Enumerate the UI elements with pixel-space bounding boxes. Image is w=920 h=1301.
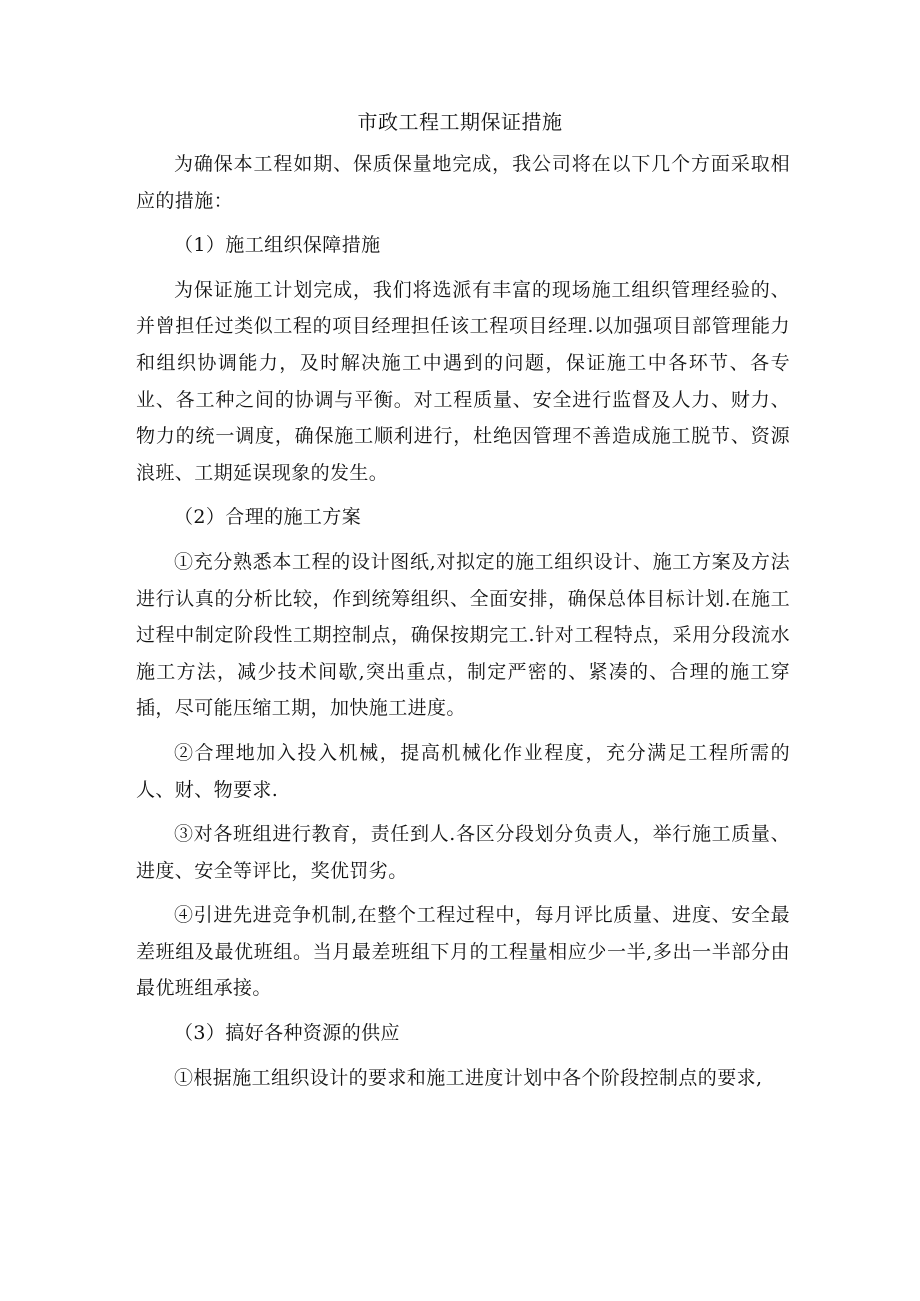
section-heading-3: （3）搞好各种资源的供应 bbox=[174, 1022, 400, 1045]
section-heading-2: （2）合理的施工方案 bbox=[174, 506, 362, 529]
section-1-paragraph: 为保证施工计划完成，我们将选派有丰富的现场施工组织管理经验的、并曾担任过类似工程的项目经理担任该工程项目经理.以加强项目部管理能力和组织协调能力，及时解决施工中遇到的问题，保证施工中各环节、各专业、各工种之间的协调与平衡。对工程质量、安全进行监督及人力、财力、物力的统一调度，确保施工顺利进行，杜绝因管理不善造成施工脱节、资源浪班、工期延误现象的发生。 bbox=[136, 278, 790, 484]
document-body bbox=[136, 146, 790, 1104]
section-2-item-3: ③对各班组进行教育，责任到人.各区分段划分负责人，举行施工质量、进度、安全等评比，奖优罚劣。 bbox=[136, 823, 790, 882]
document-title: 市政工程工期保证措施 bbox=[357, 110, 563, 134]
section-3-item-1: ①根据施工组织设计的要求和施工进度计划中各个阶段控制点的要求, bbox=[174, 1066, 763, 1089]
section-2-item-4: ④引进先进竞争机制,在整个工程过程中，每月评比质量、进度、安全最差班组及最优班组。当月最差班组下月的工程量相应少一半,多出一半部分由最优班组承接。 bbox=[136, 904, 790, 1000]
section-2-item-1: ①充分熟悉本工程的设计图纸,对拟定的施工组织设计、施工方案及方法进行认真的分析比较，作到统筹组织、全面安排，确保总体目标计划.在施工过程中制定阶段性工期控制点，确保按期完工.针对工程特点，采用分段流水施工方法，减少技术间歇,突出重点，制定严密的、紧凑的、合理的施工穿插，尽可能压缩工期，加快施工进度。 bbox=[136, 550, 790, 720]
section-heading-1: （1）施工组织保障措施 bbox=[174, 234, 381, 257]
section-2-item-2: ②合理地加入投入机械，提高机械化作业程度，充分满足工程所需的人、财、物要求. bbox=[136, 741, 790, 801]
intro-paragraph: 为确保本工程如期、保质保量地完成，我公司将在以下几个方面采取相应的措施： bbox=[136, 153, 790, 212]
